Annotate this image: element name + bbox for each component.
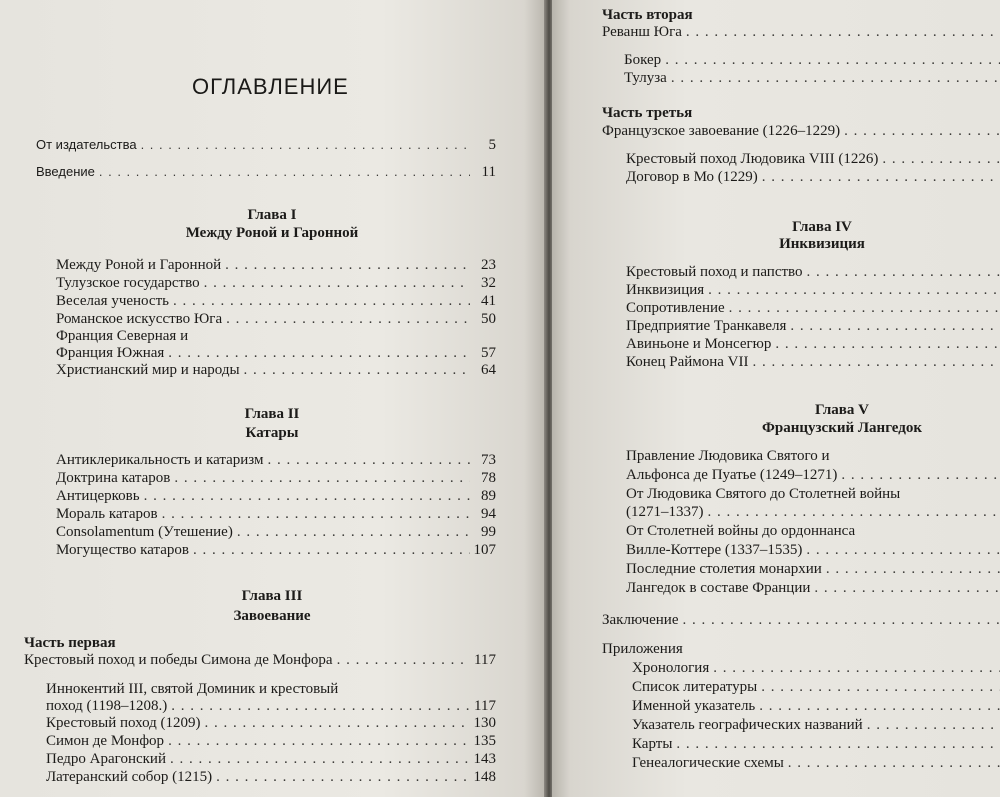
toc-entry: (1271–1337) . . . xyxy=(626,503,1000,521)
toc-entry: Между Роной и Гаронной . . . 23 xyxy=(56,256,496,274)
toc-entry-line: От Столетней войны до ордоннанса xyxy=(626,523,856,539)
toc-entry: Последние столетия монархии . . . xyxy=(626,560,1000,578)
toc-entry: поход (1198–1208.) . . . 117 xyxy=(46,697,496,715)
toc-entry: Крестовый поход и папство . . . xyxy=(626,263,1000,281)
toc-entry: Карты . . . xyxy=(632,735,1000,753)
chapter-label: Глава IV xyxy=(792,219,852,235)
toc-entry: Крестовый поход Людовика VIII (1226) . . . xyxy=(626,150,1000,168)
chapter-name: Инквизиция xyxy=(779,236,865,252)
part-label: Часть первая xyxy=(24,635,116,651)
part-label: Часть третья xyxy=(602,105,693,121)
chapter-label: Глава V xyxy=(815,402,869,418)
toc-entry: Конец Раймона VII . . . xyxy=(626,353,1000,371)
toc-entry: Виллe-Коттере (1337–1535) . . . xyxy=(626,541,1000,559)
chapter-name: Завоевание xyxy=(233,608,311,624)
toc-entry: Лангедок в составе Франции . . . xyxy=(626,579,1000,597)
toc-entry: Крестовый поход (1209) . . . 130 xyxy=(46,714,496,732)
toc-entry: Сопротивление . . . xyxy=(626,299,1000,317)
part-title: Крестовый поход и победы Симона де Монфора . . . 117 xyxy=(24,651,496,669)
toc-entry: Симон де Монфор . . . 135 xyxy=(46,732,496,750)
toc-entry: Альфонса де Пуатье (1249–1271) . . . xyxy=(626,466,1000,484)
toc-entry: Тулузское государство . . . 32 xyxy=(56,274,496,292)
toc-entry-line: Правление Людовика Святого и xyxy=(626,448,830,464)
toc-entry: Могущество катаров . . . 107 xyxy=(56,541,496,559)
toc-entry: Заключение . . . xyxy=(602,611,1000,629)
toc-entry: Педро Арагонский . . . 143 xyxy=(46,750,496,768)
chapter-name: Между Роной и Гаронной xyxy=(185,225,359,241)
toc-entry: Именной указатель . . . xyxy=(632,697,1000,715)
toc-entry: Авиньоне и Монсегюр . . . xyxy=(626,335,1000,353)
toc-entry: Договор в Мо (1229) . . . xyxy=(626,168,1000,186)
toc-entry: Доктрина катаров . . . 78 xyxy=(56,469,496,487)
toc-entry: Хронология . . . xyxy=(632,659,1000,677)
toc-entry: Романское искусство Юга . . . 50 xyxy=(56,310,496,328)
part-title: Французское завоевание (1226–1229) . . . xyxy=(602,122,1000,140)
toc-entry: Список литературы . . . xyxy=(632,678,1000,696)
toc-entry-line: Приложения xyxy=(602,641,683,657)
toc-entry: От издательства . . . 5 xyxy=(36,136,496,154)
chapter-label: Глава I xyxy=(247,207,297,223)
toc-entry: Христианский мир и народы . . . 64 xyxy=(56,361,496,379)
toc-entry: Указатель географических названий . . . xyxy=(632,716,1000,734)
toc-entry: Введение . . . 11 xyxy=(36,163,496,181)
chapter-name: Французский Лангедок xyxy=(762,420,922,436)
part-title: Реванш Юга . . . xyxy=(602,23,1000,41)
toc-entry: Предприятие Транкавеля . . . xyxy=(626,317,1000,335)
toc-entry-line: От Людовика Святого до Столетней войны xyxy=(626,486,901,502)
toc-entry: Антиклерикальность и катаризм . . . 73 xyxy=(56,451,496,469)
right-page xyxy=(552,0,1000,797)
toc-entry: Инквизиция . . . xyxy=(626,281,1000,299)
toc-entry: Антицерковь . . . 89 xyxy=(56,487,496,505)
toc-entry-line: Франция Северная и xyxy=(56,328,189,344)
toc-entry: Тулуза . . . xyxy=(624,69,1000,87)
toc-entry: Франция Южная . . . 57 xyxy=(56,344,496,362)
part-label: Часть вторая xyxy=(602,7,693,23)
toc-entry: Consolamentum (Утешение) . . . 99 xyxy=(56,523,496,541)
toc-entry: Веселая ученость . . . 41 xyxy=(56,292,496,310)
toc-entry: Бокер . . . xyxy=(624,51,1000,69)
toc-entry: Мораль катаров . . . 94 xyxy=(56,505,496,523)
toc-entry: Латеранский собор (1215) . . . 148 xyxy=(46,768,496,786)
chapter-name: Катары xyxy=(245,425,299,441)
toc-entry-line: Иннокентий III, святой Доминик и крестовый xyxy=(46,681,339,697)
chapter-label: Глава III xyxy=(241,588,303,604)
toc-entry: Генеалогические схемы . . . xyxy=(632,754,1000,772)
toc-title: ОГЛАВЛЕНИЕ xyxy=(192,74,349,99)
chapter-label: Глава II xyxy=(244,406,300,422)
